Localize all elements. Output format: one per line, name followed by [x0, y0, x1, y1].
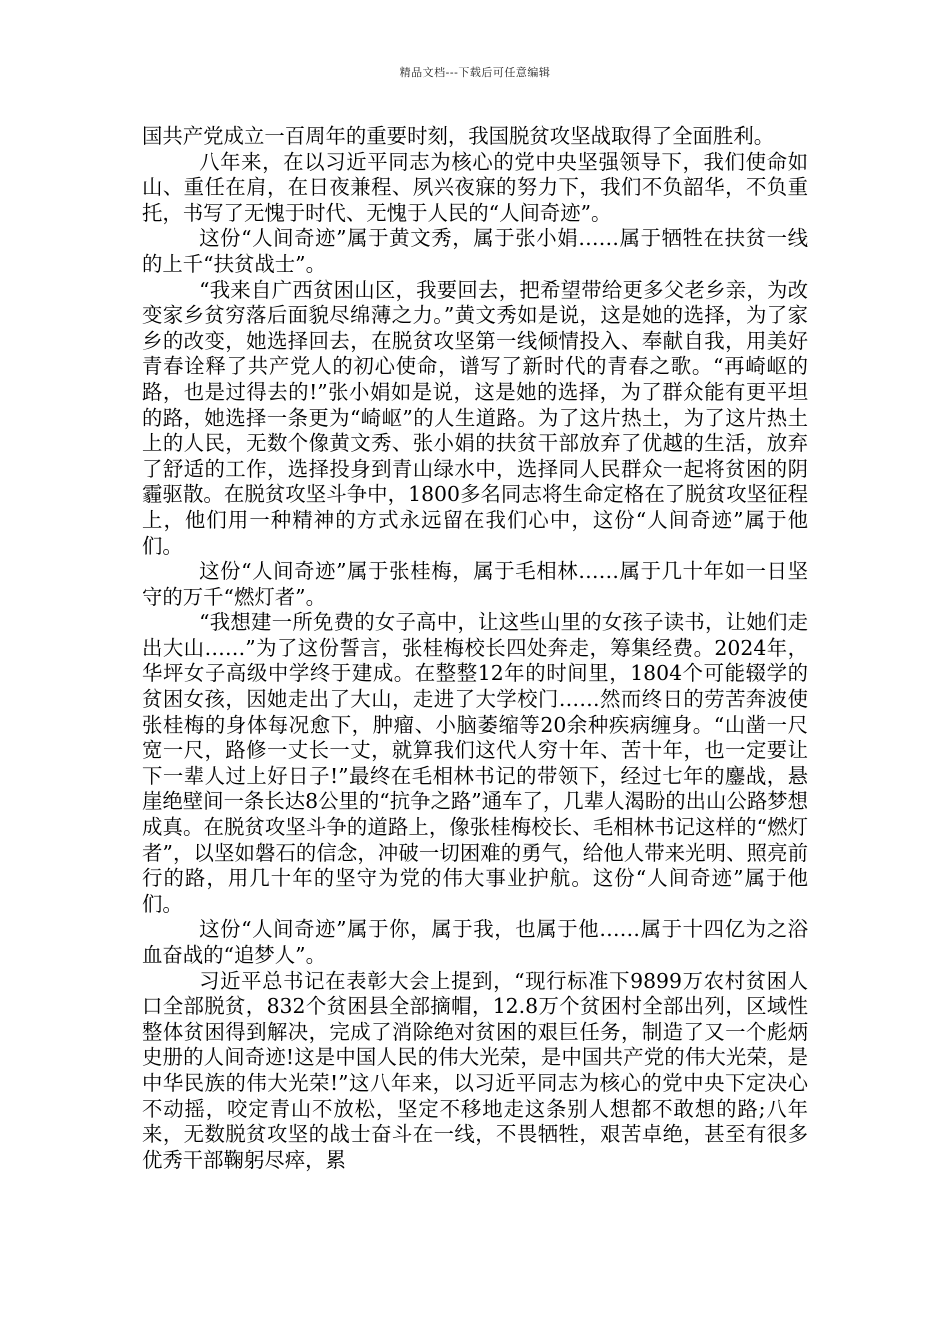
body-paragraph: 这份“人间奇迹”属于张桂梅，属于毛相林……属于几十年如一日坚守的万千“燃灯者”。 — [142, 559, 808, 609]
body-paragraph: 习近平总书记在表彰大会上提到，“现行标准下9899万农村贫困人口全部脱贫，832个贫困县全部摘帽，12.8万个贫困村全部出列，区域性整体贫困得到解决，完成了消除绝对贫困的艰巨任务，制造了又一个彪炳史册的人间奇迹!这是中国人民的伟大光荣，是中国共产党的伟大光荣，是中华民族的伟大光荣!”这八年来，以习近平同志为核心的党中央下定决心不动摇，咬定青山不放松，坚定不移地走这条别人想都不敢想的路;八年来，无数脱贫攻坚的战士奋斗在一线，不畏牺牲，艰苦卓绝，甚至有很多优秀干部鞠躬尽瘁，累 — [142, 968, 808, 1172]
body-paragraph: “我想建一所免费的女子高中，让这些山里的女孩子读书，让她们走出大山……”为了这份誓言，张桂梅校长四处奔走，筹集经费。2024年，华坪女子高级中学终于建成。在整整12年的时间里，1804个可能辍学的贫困女孩，因她走出了大山，走进了大学校门……然而终日的劳苦奔波使张桂梅的身体每况愈下，肿瘤、小脑萎缩等20余种疾病缠身。“山凿一尺宽一尺，路修一丈长一丈，就算我们这代人穷十年、苦十年，也一定要让下一辈人过上好日子!”最终在毛相林书记的带领下，经过七年的鏖战，悬崖绝壁间一条长达8公里的“抗争之路”通车了，几辈人渴盼的出山公路梦想成真。在脱贫攻坚斗争的道路上，像张桂梅校长、毛相林书记这样的“燃灯者”，以坚如磐石的信念，冲破一切困难的勇气，给他人带来光明、照亮前行的路，用几十年的坚守为党的伟大事业护航。这份“人间奇迹”属于他们。 — [142, 610, 808, 916]
body-paragraph: 这份“人间奇迹”属于你，属于我，也属于他……属于十四亿为之浴血奋战的“追梦人”。 — [142, 917, 808, 967]
body-paragraph: 这份“人间奇迹”属于黄文秀，属于张小娟……属于牺牲在扶贫一线的上千“扶贫战士”。 — [142, 226, 808, 276]
page-header: 精品文档---下载后可任意编辑 — [399, 66, 551, 79]
body-paragraph: “我来自广西贫困山区，我要回去，把希望带给更多父老乡亲，为改变家乡贫穷落后面貌尽绵薄之力。”黄文秀如是说，这是她的选择，为了家乡的改变，她选择回去，在脱贫攻坚第一线倾情投入、奉献自我，用美好青春诠释了共产党人的初心使命，谱写了新时代的青春之歌。“再崎岖的路，也是过得去的!”张小娟如是说，这是她的选择，为了群众能有更平坦的路，她选择一条更为“崎岖”的人生道路。为了这片热土，为了这片热土上的人民，无数个像黄文秀、张小娟的扶贫干部放弃了优越的生活，放弃了舒适的工作，选择投身到青山绿水中，选择同人民群众一起将贫困的阴霾驱散。在脱贫攻坚斗争中，1800多名同志将生命定格在了脱贫攻坚征程上，他们用一种精神的方式永远留在我们心中，这份“人间奇迹”属于他们。 — [142, 277, 808, 558]
body-paragraph: 八年来，在以习近平同志为核心的党中央坚强领导下，我们使命如山、重任在肩，在日夜兼程、夙兴夜寐的努力下，我们不负韶华，不负重托，书写了无愧于时代、无愧于人民的“人间奇迹”。 — [142, 149, 808, 225]
document-body — [142, 124, 808, 1173]
body-paragraph: 国共产党成立一百周年的重要时刻，我国脱贫攻坚战取得了全面胜利。 — [142, 124, 775, 148]
